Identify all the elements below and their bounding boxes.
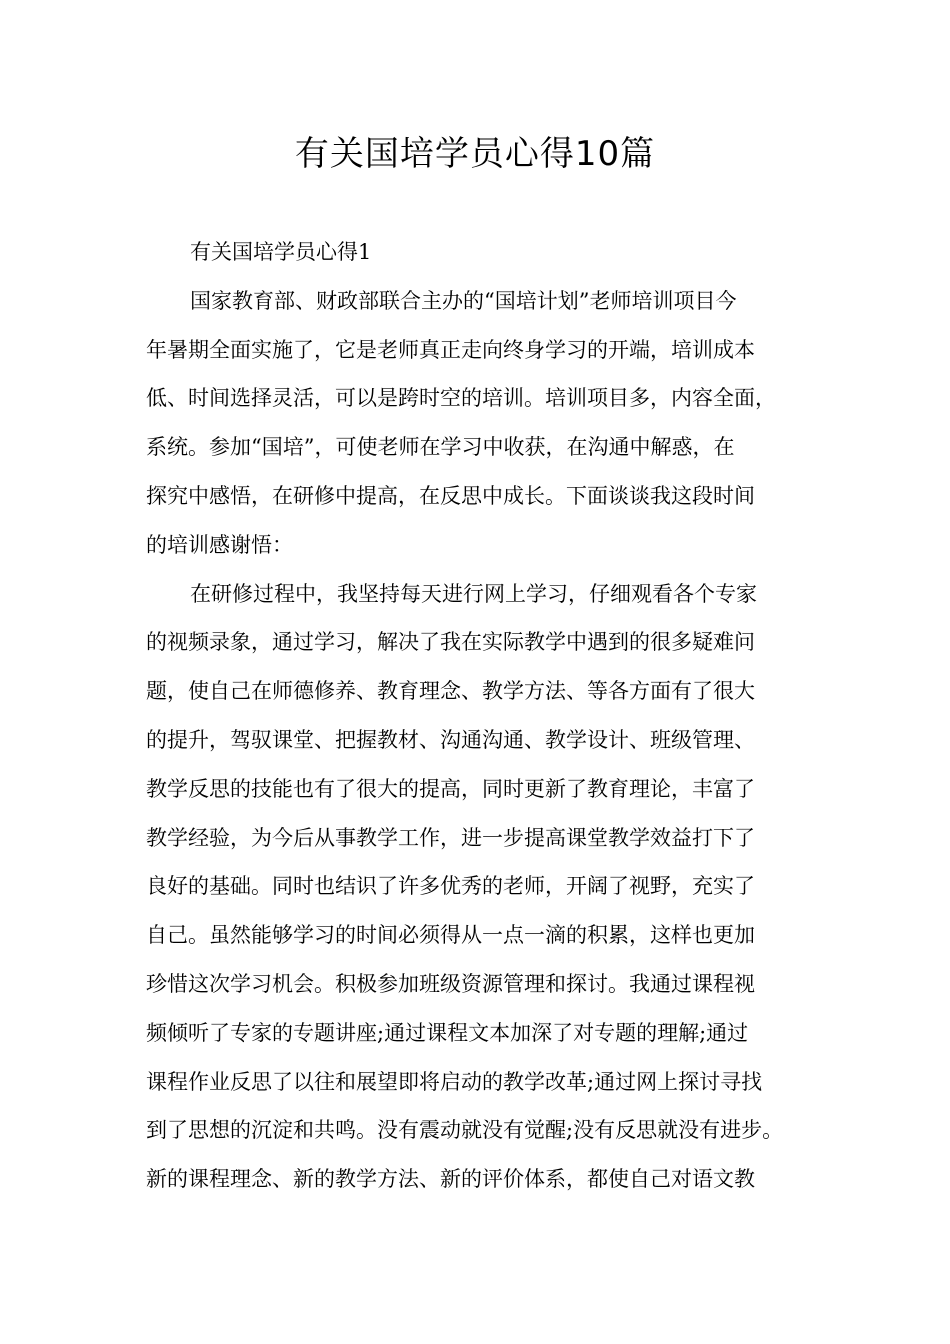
paragraph-line: 国家教育部、财政部联合主办的“国培计划”老师培训项目今 (190, 288, 737, 313)
paragraph-2 (146, 570, 822, 1204)
paragraph-line: 新的课程理念、新的教学方法、新的评价体系，都使自己对语文教 (146, 1167, 755, 1192)
paragraph-line: 教学经验，为今后从事教学工作，进一步提高课堂教学效益打下了 (146, 825, 755, 850)
document-title: 有关国培学员心得10篇 (294, 134, 656, 174)
paragraph-line: 年暑期全面实施了，它是老师真正走向终身学习的开端，培训成本 (146, 337, 755, 362)
paragraph-line: 课程作业反思了以往和展望即将启动的教学改革;通过网上探讨寻找 (146, 1069, 763, 1094)
paragraph-line: 自己。虽然能够学习的时间必须得从一点一滴的积累，这样也更加 (146, 923, 755, 948)
paragraph-line: 到了思想的沉淀和共鸣。没有震动就没有觉醒;没有反思就没有进步。 (146, 1118, 784, 1143)
paragraph-line: 低、时间选择灵活，可以是跨时空的培训。培训项目多，内容全面， (146, 386, 776, 411)
paragraph-line: 探究中感悟，在研修中提高，在反思中成长。下面谈谈我这段时间 (146, 483, 755, 508)
paragraph-line: 良好的基础。同时也结识了许多优秀的老师，开阔了视野，充实了 (146, 874, 755, 899)
paragraph-line: 频倾听了专家的专题讲座;通过课程文本加深了对专题的理解;通过 (146, 1020, 749, 1045)
paragraph-1 (146, 277, 822, 570)
section-heading: 有关国培学员心得1 (190, 240, 372, 264)
paragraph-line: 教学反思的技能也有了很大的提高，同时更新了教育理论，丰富了 (146, 776, 755, 801)
paragraph-line: 珍惜这次学习机会。积极参加班级资源管理和探讨。我通过课程视 (146, 971, 755, 996)
paragraph-line: 的提升，驾驭课堂、把握教材、沟通沟通、教学设计、班级管理、 (146, 727, 755, 752)
paragraph-line: 的视频录象，通过学习，解决了我在实际教学中遇到的很多疑难问 (146, 630, 755, 655)
paragraph-line: 的培训感谢悟： (146, 532, 293, 557)
document-body (146, 228, 822, 1204)
paragraph-line: 题，使自己在师德修养、教育理念、教学方法、等各方面有了很大 (146, 679, 755, 704)
paragraph-line: 系统。参加“国培”，可使老师在学习中收获，在沟通中解惑，在 (146, 435, 735, 460)
paragraph-line: 在研修过程中，我坚持每天进行网上学习，仔细观看各个专家 (190, 581, 757, 606)
